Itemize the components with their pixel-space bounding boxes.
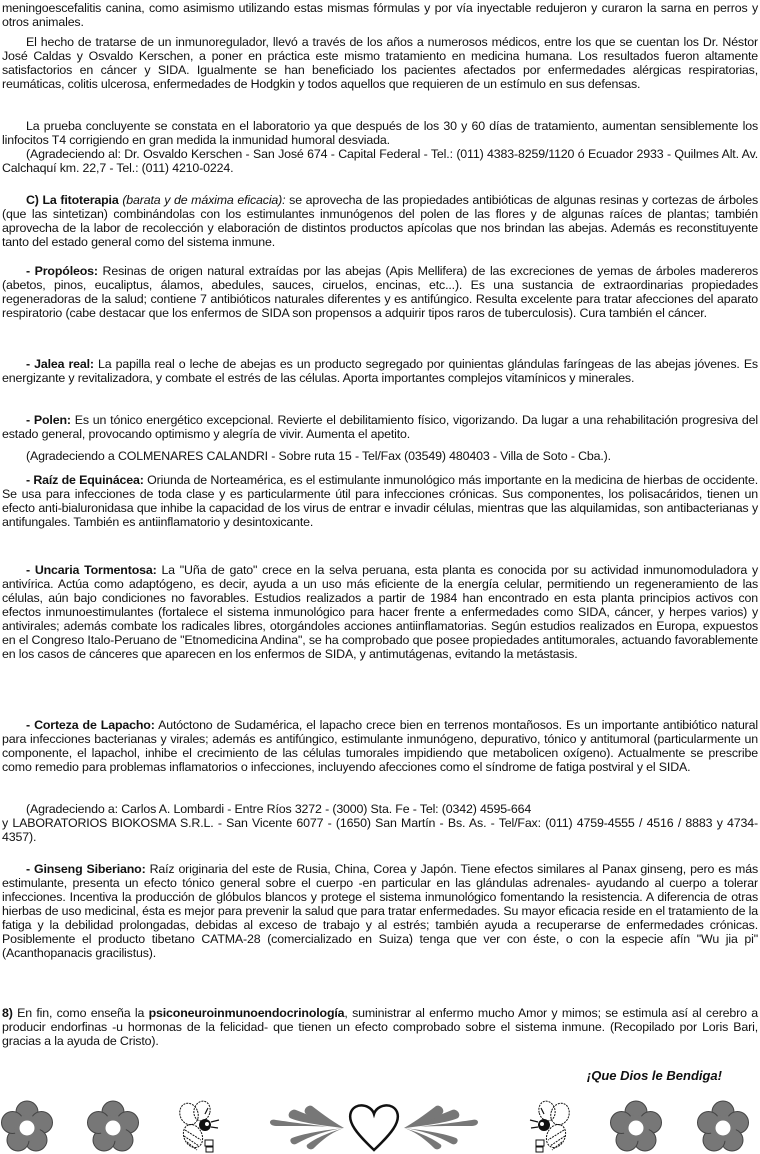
paragraph-text: El hecho de tratarse de un inmunoregulador, llevó a través de los años a numerosos médicos, entre los que se cuentan los Dr. Néstor José Caldas y Osvaldo Kerschen, a poner en práctica este mismo tratamiento en medicina humana. Los resultados fueron altamente satisfactorios en cáncer y SIDA. Igualmente se han beneficiado los pacientes afectados por enfermedades alérgicas respiratorias, reumáticas, colitis ulcerosa, enfermedades de Hodgkin y todos aquellos que requieren de un estímulo en sus defensas. — [2, 35, 758, 91]
acknowledgement-biokosma — [2, 816, 758, 844]
item-jalea-real — [2, 357, 758, 385]
acknowledgement-lombardi — [2, 802, 758, 816]
section-fitoterapia — [2, 193, 758, 249]
section-subtitle: (barata y de máxima eficacia): — [122, 193, 286, 207]
flourish-right-icon — [404, 1104, 480, 1152]
paragraph-final — [2, 1006, 758, 1048]
final-number: 8) — [2, 1006, 13, 1020]
item-equinacea — [2, 473, 758, 529]
item-text: Resinas de origen natural extraídas por las abejas (Apis Mellifera) de las excreciones de yemas de árboles madereros (abetos, pinos, eucaliptus, álamos, abedules, sauces, ciruelos, encinas, etc...). Es una sustancia de extraordinarias propiedades regeneradoras de la salud; contiene 7 antibióticos naturales diferentes y es antifúngico. Resulta excelente para tratar afecciones del aparato respiratorio (cabe destacar que los enfermos de SIDA son propensos a adquirir tipos raros de tuberculosis). Cura también el cáncer. — [2, 264, 758, 320]
paragraph-prueba — [2, 119, 758, 147]
final-text-b: , suministrar al enfermo mucho Amor y mimos; se estimula así al cerebro a producir endorfinas -u hormonas de la felicidad- que tienen un efecto comprobado sobre el sistema inmune. (Recopilado por Loris Bari, gracias a la ayuda de Cristo). — [2, 1006, 758, 1048]
item-text: La papilla real o leche de abejas es un producto segregado por quinientas glándulas faríngeas de las abejas jóvenes. Es energizante y revitalizadora, y combate el estrés de las células. Aporta importantes complejos vitamínicos y minerales. — [2, 357, 758, 385]
item-text: Raíz originaria del este de Rusia, China, Corea y Japón. Tiene efectos similares al Panax ginseng, pero es más estimulante, presenta un efecto tónico general sobre el cuerpo -en particular en las glándulas adrenales- ayudando al cuerpo a tolerar infecciones. Incentiva la producción de glóbulos blancos y protege el sistema inmunológico fomentando la resistencia. A diferencia de otras hierbas de uso medicinal, ésta es mejor para prevenir la salud que para tratar enfermedades. Su mayor eficacia reside en el tratamiento de la fatiga y la debilidad prolongadas, debidas al exceso de trabajo y al estrés; también ayuda a recuperarse de enfermedades crónicas. Posiblemente el producto tibetano CATMA-28 (comercializado en Suiza) tenga que ver con éste, o con la especie afín "Wu jia pi" (Acanthopanacis gracilistus). — [2, 862, 758, 960]
flower-icon — [86, 1100, 140, 1154]
section-text: se aprovecha de las propiedades antibióticas de algunas resinas y cortezas de árboles (que las sintetizan) combinándolas con los estimulantes inmunógenos del polen de las flores y de algunas raíces de plantas; también aprovecha de la labor de recolección y elaboración de distintos productos apícolas que nos brindan las abejas. Además es reconstituyente tanto del estado general como del sistema inmune. — [2, 193, 758, 249]
item-title: - Polen: — [26, 413, 71, 427]
ack-text: (Agradeciendo a: Carlos A. Lombardi - Entre Ríos 3272 - (3000) Sta. Fe - Tel: (0342) 4595-664 — [26, 802, 532, 816]
bee-icon — [524, 1100, 574, 1154]
item-title: - Propóleos: — [26, 264, 98, 278]
item-polen — [2, 413, 758, 441]
flower-icon — [696, 1100, 750, 1154]
final-text-a: En fin, como enseña la — [12, 1006, 149, 1020]
heart-icon — [345, 1100, 403, 1154]
item-title: - Ginseng Siberiano: — [26, 862, 146, 876]
paragraph-continuation — [2, 1, 758, 29]
item-lapacho — [2, 718, 758, 774]
paragraph-text: meningoescefalitis canina, como asimismo utilizando estas mismas fórmulas y por vía inyectable redujeron y curaron la sarna en perros y otros animales. — [2, 1, 758, 29]
flower-icon — [0, 1100, 54, 1154]
item-title: - Corteza de Lapacho: — [26, 718, 155, 732]
flower-icon — [609, 1100, 663, 1154]
item-text: Autóctono de Sudamérica, el lapacho crece bien en terrenos montañosos. Es un importante antibiótico natural para infecciones bacterianas y virales; además es antifúngico, estimulante inmunógeno, depurativo, tónico y antitumoral (particularmente un componente, el lapachol, inhibe el crecimiento de las células tumorales impidiendo que metabolicen oxígeno). Actualmente se prescribe como remedio para problemas inflamatorios o infecciones, incluyendo afecciones como el síndrome de fatiga postviral y el SIDA. — [2, 718, 759, 774]
acknowledgement-kerschen — [2, 147, 758, 175]
paragraph-text: (Agradeciendo al: Dr. Osvaldo Kerschen - San José 674 - Capital Federal - Tel.: (011) 4383-8259/1120 ó Ecuador 2933 - Quilmes Alt. Av. Calchaquí km. 22,7 - Tel.: (011) 4210-0224. — [2, 147, 758, 175]
item-title: - Uncaria Tormentosa: — [26, 563, 157, 577]
item-text: Es un tónico energético excepcional. Revierte el debilitamiento físico, vigorizando. Da lugar a una rehabilitación progresiva del estado general, provocando optimismo y alegría de vivir. Aumenta el apetito. — [2, 413, 758, 441]
item-propoleos — [2, 264, 758, 320]
item-ginseng — [2, 862, 758, 960]
ack-text: y LABORATORIOS BIOKOSMA S.R.L. - San Vicente 6077 - (1650) San Martín - Bs. As. - Tel/Fax: (011) 4759-4555 / 4516 / 8883 y 4734-4357). — [2, 816, 758, 844]
closing-blessing: ¡Que Dios le Bendiga! — [586, 1068, 722, 1083]
section-heading: C) La fitoterapia — [26, 193, 119, 207]
flourish-left-icon — [268, 1104, 344, 1152]
decorative-border — [0, 1096, 760, 1154]
paragraph-inmunoregulador — [2, 35, 758, 91]
acknowledgement-calandri — [2, 449, 758, 463]
paragraph-text: La prueba concluyente se constata en el laboratorio ya que después de los 30 y 60 días de tratamiento, aumentan sensiblemente los linfocitos T4 corrigiendo en gran medida la inmunidad humoral desviada. — [2, 119, 758, 147]
item-title: - Jalea real: — [26, 357, 94, 371]
item-title: - Raíz de Equinácea: — [26, 473, 144, 487]
bee-icon — [175, 1100, 225, 1154]
item-text: Oriunda de Norteamérica, es el estimulante inmunológico más importante en la medicina de hierbas de occidente. Se usa para infecciones de toda clase y es particularmente útil para infecciones crónicas. Sus componentes, los polisacáridos, tienen un efecto anti-bialuronidasa que inhibe la capacidad de los virus de entrar e invadir células, mientras que las alquilamidas, son antibacterianas y antifungales. También es antiinflamatorio y desintoxicante. — [2, 473, 759, 529]
item-text: La "Uña de gato" crece en la selva peruana, esta planta es conocida por su actividad inmunomoduladora y antivírica. Actúa como adaptógeno, es decir, ayuda a un uso más eficiente de la energía celular, permitiendo un regeneramiento de las células, aún bajo condiciones no favorables. Estudios realizados a partir de 1984 han encontrado en esta planta principios activos con efectos inmunoestimulantes (fortalece el sistema inmunológico para hacer frente a enfermedades como SIDA, cáncer, y herpes varios) y antivirales; además combate los radicales libres, otorgándoles acciones antiinflamatorias. Según estudios realizados en Europa, expuestos en el Congreso Italo-Peruano de "Etnomedicina Andina", se ha comprobado que posee propiedades antitumorales, actuando favorablemente en los casos de cánceres que aparecen en los enfermos de SIDA, y antimutágenas, evitando la metástasis. — [2, 563, 758, 661]
item-uncaria — [2, 563, 758, 661]
final-keyword: psiconeuroinmunoendocrinología — [148, 1006, 345, 1020]
ack-text: (Agradeciendo a COLMENARES CALANDRI - Sobre ruta 15 - Tel/Fax (03549) 480403 - Villa de Soto - Cba.). — [26, 449, 611, 463]
